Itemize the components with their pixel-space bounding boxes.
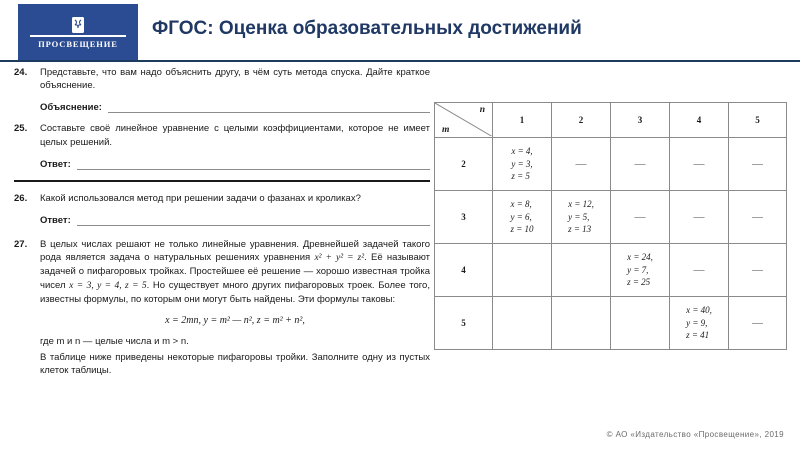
row-header: 2: [435, 138, 493, 191]
triple-y: y = 9,: [686, 317, 708, 328]
task-content: [40, 192, 430, 226]
column-header-5: 5: [729, 103, 787, 138]
triple-value: [568, 198, 594, 236]
table-cell[interactable]: [729, 297, 787, 350]
table-row: [435, 138, 787, 191]
table-cell-empty[interactable]: [493, 297, 552, 350]
answer-row: [40, 215, 430, 226]
task-statement: [40, 238, 430, 306]
row-header: 3: [435, 191, 493, 244]
table-cell[interactable]: [670, 138, 729, 191]
footer-copyright: © АО «Издательство «Просвещение», 2019: [606, 430, 784, 439]
task-number: 24.: [14, 67, 28, 78]
pythagorean-formula: x = 2mn, y = m² — n², z = m² + n²,: [165, 315, 305, 327]
task-27: [14, 238, 430, 378]
triple-z: z = 10: [510, 224, 534, 235]
table-cell[interactable]: [552, 191, 611, 244]
triple-y: y = 7,: [627, 264, 649, 275]
publisher-emblem-icon: [70, 16, 86, 34]
corner-label-n: n: [479, 105, 485, 115]
triple-value: [511, 145, 532, 183]
table-cell-empty[interactable]: [552, 244, 611, 297]
dash-mark: —: [634, 211, 646, 223]
dash-mark: —: [752, 264, 763, 276]
answer-row: [40, 159, 430, 170]
inline-equation: x² + y² = z²: [314, 253, 365, 264]
pythagorean-triples-table-wrapper: [434, 102, 786, 350]
answer-label: Ответ:: [40, 158, 71, 170]
table-corner-cell: [435, 103, 493, 138]
column-header-1: 1: [493, 103, 552, 138]
triple-y: y = 5,: [568, 211, 590, 222]
table-cell-empty[interactable]: [552, 297, 611, 350]
table-cell[interactable]: [729, 244, 787, 297]
triple-value: [686, 304, 712, 342]
page-body: [0, 62, 800, 449]
table-cell[interactable]: [611, 138, 670, 191]
publisher-logo: [18, 4, 138, 60]
triple-z: z = 25: [627, 277, 651, 288]
tasks-column: [14, 66, 430, 387]
triple-z: z = 41: [686, 330, 710, 341]
task-26: [14, 192, 430, 226]
column-header-4: 4: [670, 103, 729, 138]
dash-mark: —: [575, 158, 587, 170]
triple-value: [627, 251, 653, 289]
table-cell[interactable]: [729, 138, 787, 191]
task-number: 26.: [14, 192, 28, 204]
table-cell[interactable]: [670, 191, 729, 244]
task-statement: Составьте своё линейное уравнение с целыми коэффициентами, которое не имеет целых решений.: [40, 123, 430, 148]
dash-mark: —: [693, 158, 705, 170]
triple-y: y = 6,: [510, 211, 532, 222]
task-number: 27.: [14, 239, 28, 251]
row-header: 5: [435, 297, 493, 350]
task-statement-part2: . Её называют задачей о пифагоровых тройках. Простейшее её решение — хорошо известная тройка чисел: [40, 252, 430, 291]
logo-wordmark: ПРОСВЕЩЕНИЕ: [38, 38, 118, 49]
formula-condition: где m и n — целые числа и m > n.: [40, 336, 189, 348]
triple-x: x = 12,: [568, 199, 594, 210]
table-row: [435, 191, 787, 244]
table-row: [435, 297, 787, 350]
table-cell[interactable]: [670, 244, 729, 297]
task-content: [40, 66, 430, 113]
answer-label: Объяснение:: [40, 102, 102, 114]
logo-rule: [30, 35, 126, 37]
table-header-row: [435, 103, 787, 138]
answer-input-line[interactable]: [108, 102, 430, 113]
triple-value: [510, 198, 533, 236]
task-statement-part3: . Но существует много других пифагоровых троек. Более того, известны формулы, по которым они могут быть найдены. Эти формулы таковы:: [40, 279, 430, 305]
inline-triple: x = 3, y = 4, z = 5: [69, 280, 147, 291]
dash-mark: —: [634, 158, 646, 170]
triple-z: z = 5: [511, 171, 530, 182]
section-divider: [14, 180, 430, 182]
dash-mark: —: [752, 158, 763, 170]
table-cell[interactable]: [729, 191, 787, 244]
dash-mark: —: [693, 211, 705, 223]
triple-y: y = 3,: [511, 158, 533, 169]
table-cell[interactable]: [493, 191, 552, 244]
corner-label-m: m: [442, 125, 450, 135]
table-cell[interactable]: [552, 138, 611, 191]
task-24: [14, 66, 430, 113]
page-header: [0, 0, 800, 62]
task-content: [40, 238, 430, 378]
triple-x: x = 24,: [627, 252, 653, 263]
page-title: ФГОС: Оценка образовательных достижений: [152, 18, 582, 39]
table-instruction: В таблице ниже приведены некоторые пифагоровы тройки. Заполните одну из пустых клеток таблицы.: [40, 352, 430, 377]
task-statement: Представьте, что вам надо объяснить другу, в чём суть метода спуска. Дайте краткое объяснение.: [40, 67, 430, 92]
answer-row: [40, 102, 430, 113]
task-content: [40, 122, 430, 169]
table-cell[interactable]: [611, 244, 670, 297]
triple-x: x = 4,: [511, 146, 533, 157]
column-header-2: 2: [552, 103, 611, 138]
table-cell[interactable]: [611, 191, 670, 244]
row-header: 4: [435, 244, 493, 297]
triple-z: z = 13: [568, 224, 592, 235]
dash-mark: —: [693, 264, 705, 276]
answer-label: Ответ:: [40, 215, 71, 227]
table-cell[interactable]: [670, 297, 729, 350]
table-row: [435, 244, 787, 297]
task-number: 25.: [14, 123, 28, 135]
pythagorean-triples-table: [434, 102, 787, 350]
triple-x: x = 8,: [510, 199, 532, 210]
triple-x: x = 40,: [686, 305, 712, 316]
task-statement: Какой использовался метод при решении задачи о фазанах и кроликах?: [40, 192, 361, 204]
dash-mark: —: [752, 211, 763, 223]
task-statement-part1: В целых числах решают не только линейные уравнения. Древнейшей задачей такого рода является задача о натуральных решениях уравнения: [40, 239, 430, 264]
table-cell-empty[interactable]: [493, 244, 552, 297]
table-cell-empty[interactable]: [611, 297, 670, 350]
answer-input-line[interactable]: [77, 159, 430, 170]
task-25: [14, 122, 430, 169]
dash-mark: —: [752, 317, 763, 329]
answer-input-line[interactable]: [77, 215, 430, 226]
table-cell[interactable]: [493, 138, 552, 191]
column-header-3: 3: [611, 103, 670, 138]
